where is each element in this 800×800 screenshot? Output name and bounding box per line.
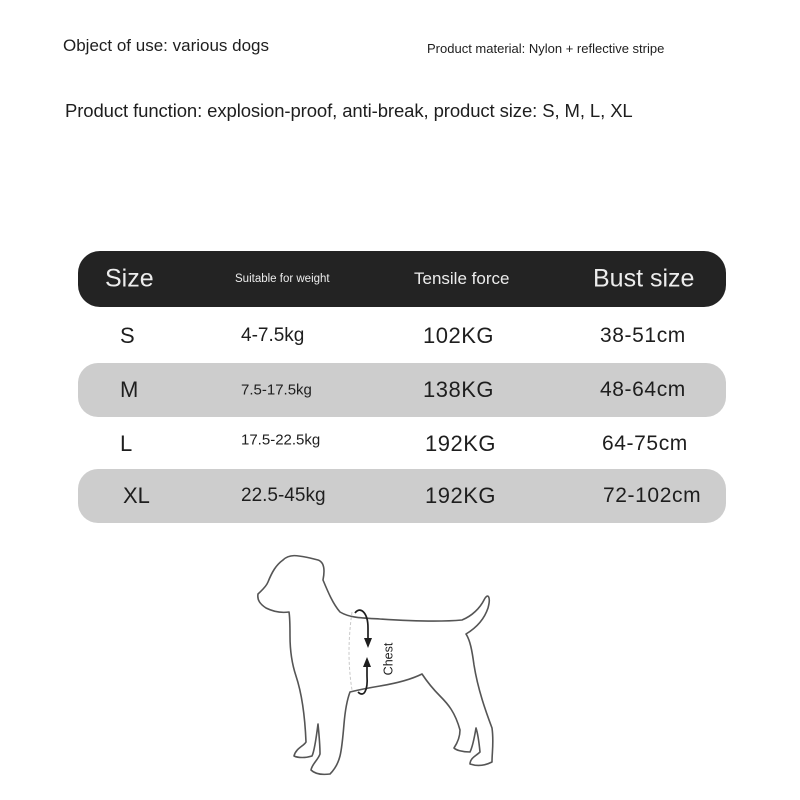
cell-size: S [120, 323, 135, 348]
cell-size: L [120, 431, 133, 456]
dog-silhouette-diagram [240, 540, 510, 800]
cell-weight: 7.5-17.5kg [241, 381, 312, 399]
table-header [78, 251, 726, 307]
object-of-use-text: Object of use: various dogs [63, 36, 270, 55]
table-row-s [78, 309, 726, 363]
arrow-down-head-icon [364, 638, 372, 648]
header-bust-size: Bust size [593, 264, 695, 293]
cell-tensile: 192KG [425, 483, 496, 508]
chest-measure-arrows-icon [355, 610, 368, 694]
cell-bust: 48-64cm [600, 378, 686, 401]
header-size: Size [105, 264, 154, 293]
table-row-xl [78, 469, 726, 523]
cell-weight: 22.5-45kg [241, 485, 326, 506]
header-weight: Suitable for weight [235, 273, 330, 285]
header-tensile-force: Tensile force [414, 269, 510, 288]
product-function-text: Product function: explosion-proof, anti-break, product size: S, M, L, XL [65, 100, 633, 121]
cell-bust: 38-51cm [600, 324, 686, 347]
cell-bust: 72-102cm [603, 484, 702, 507]
product-material-text: Product material: Nylon + reflective stripe [427, 41, 665, 56]
cell-bust: 64-75cm [602, 432, 688, 455]
cell-weight: 4-7.5kg [241, 325, 305, 346]
table-row-l [78, 417, 726, 471]
arrow-up-head-icon [363, 657, 371, 667]
cell-tensile: 138KG [423, 377, 494, 402]
cell-tensile: 192KG [425, 431, 496, 456]
table-row-m [78, 363, 726, 417]
chest-label: Chest [381, 642, 396, 676]
cell-size: M [120, 377, 139, 402]
cell-tensile: 102KG [423, 323, 494, 348]
chest-guide-line [349, 612, 352, 690]
cell-weight: 17.5-22.5kg [241, 431, 321, 449]
cell-size: XL [123, 483, 150, 508]
dog-outline-icon [258, 556, 493, 775]
